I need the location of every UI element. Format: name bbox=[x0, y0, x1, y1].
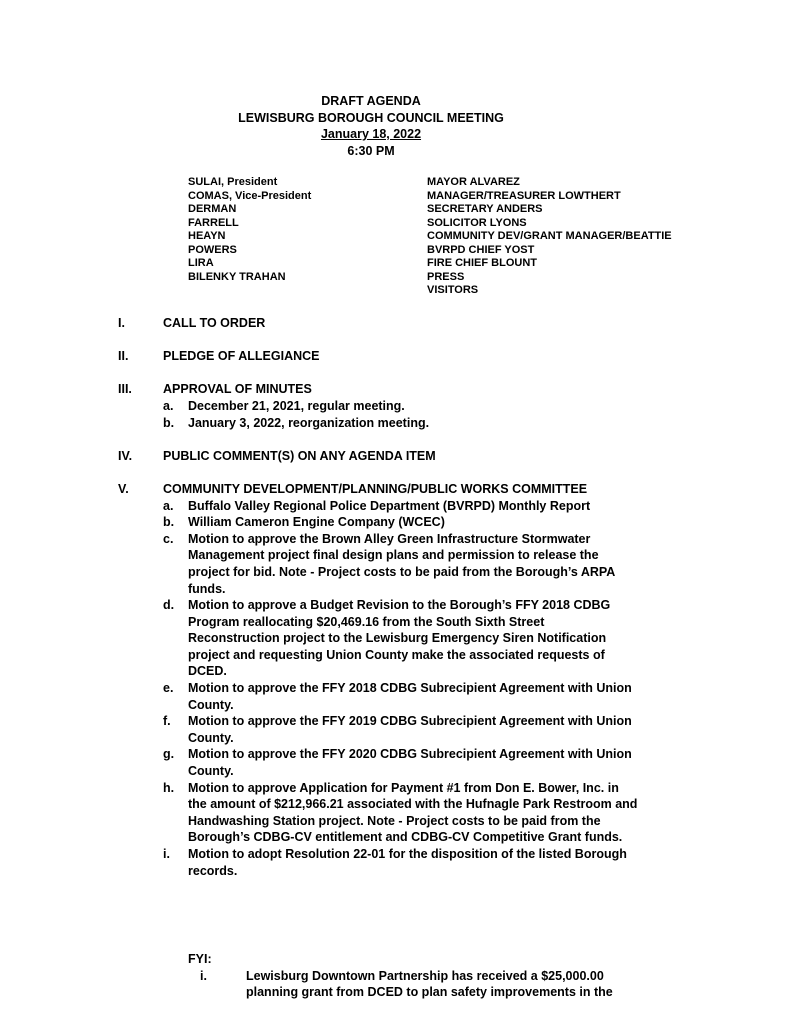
agenda-section bbox=[118, 481, 718, 879]
item-line: project for bid. Note - Project costs to be paid from the Borough’s ARPA bbox=[188, 564, 616, 579]
staff-member: MAYOR ALVAREZ bbox=[427, 176, 520, 188]
staff-member: COMMUNITY DEV/GRANT MANAGER/BEATTIE bbox=[427, 230, 672, 242]
section-number: II. bbox=[118, 349, 129, 364]
agenda-subitem bbox=[163, 780, 718, 846]
agenda-subitem bbox=[163, 514, 718, 531]
agenda-subitem bbox=[200, 968, 613, 1001]
item-letter: f. bbox=[163, 714, 171, 729]
council-member: FARRELL bbox=[188, 216, 239, 229]
staff-member: FIRE CHIEF BLOUNT bbox=[427, 257, 537, 269]
agenda-header bbox=[118, 93, 624, 159]
item-letter: h. bbox=[163, 780, 175, 795]
agenda-subitem bbox=[163, 597, 718, 680]
section-title: PUBLIC COMMENT(S) ON ANY AGENDA ITEM bbox=[163, 448, 436, 463]
section-number: V. bbox=[118, 481, 129, 496]
agenda-section bbox=[118, 348, 718, 365]
fyi-label: FYI: bbox=[188, 952, 212, 966]
item-text bbox=[188, 415, 429, 432]
item-text bbox=[188, 680, 632, 713]
item-line: planning grant from DCED to plan safety improvements in the bbox=[246, 985, 613, 1000]
council-member: BILENKY TRAHAN bbox=[188, 270, 286, 283]
agenda-subitem bbox=[163, 498, 718, 515]
item-letter: g. bbox=[163, 747, 175, 762]
item-line: Motion to approve the Brown Alley Green Infrastructure Stormwater bbox=[188, 531, 591, 546]
item-line: December 21, 2021, regular meeting. bbox=[188, 398, 405, 413]
meeting-date: January 18, 2022 bbox=[320, 127, 422, 141]
item-text bbox=[246, 968, 613, 1001]
agenda-section bbox=[118, 448, 718, 465]
section-title: PLEDGE OF ALLEGIANCE bbox=[163, 349, 320, 364]
section-title: COMMUNITY DEVELOPMENT/PLANNING/PUBLIC WORKS COMMITTEE bbox=[163, 481, 588, 496]
item-line: DCED. bbox=[188, 664, 227, 679]
item-line: the amount of $212,966.21 associated with the Hufnagle Park Restroom and bbox=[188, 797, 638, 812]
item-line: records. bbox=[188, 863, 238, 878]
item-letter: e. bbox=[163, 681, 174, 696]
item-text bbox=[188, 514, 445, 531]
item-line: Motion to approve the FFY 2018 CDBG Subrecipient Agreement with Union bbox=[188, 681, 632, 696]
item-letter: a. bbox=[163, 398, 174, 413]
item-line: County. bbox=[188, 764, 234, 779]
item-letter: d. bbox=[163, 598, 175, 613]
agenda-subitem bbox=[163, 846, 718, 879]
section-heading bbox=[118, 348, 718, 365]
staff-member: SECRETARY ANDERS bbox=[427, 203, 543, 215]
item-text bbox=[188, 746, 632, 779]
staff-member: PRESS bbox=[427, 270, 465, 283]
section-title: CALL TO ORDER bbox=[163, 316, 266, 330]
item-line: County. bbox=[188, 697, 234, 712]
agenda-section bbox=[118, 315, 718, 332]
council-member: SULAI, President bbox=[188, 176, 278, 188]
item-letter: a. bbox=[163, 498, 174, 513]
section-heading bbox=[118, 481, 718, 498]
council-member: LIRA bbox=[188, 257, 214, 269]
item-letter: i. bbox=[200, 968, 207, 983]
staff-list bbox=[427, 176, 672, 298]
item-text bbox=[188, 498, 590, 515]
council-list bbox=[188, 176, 311, 284]
item-line: Buffalo Valley Regional Police Department (BVRPD) Monthly Report bbox=[188, 498, 591, 513]
council-member: COMAS, Vice-President bbox=[188, 189, 312, 202]
item-line: funds. bbox=[188, 581, 226, 596]
section-title: APPROVAL OF MINUTES bbox=[163, 382, 312, 397]
meeting-time: 6:30 PM bbox=[347, 143, 395, 158]
item-line: Handwashing Station project. Note - Project costs to be paid from the bbox=[188, 813, 601, 828]
item-text bbox=[188, 780, 637, 846]
item-line: Program reallocating $20,469.16 from the South Sixth Street bbox=[188, 614, 545, 629]
fyi-section bbox=[188, 951, 613, 1001]
staff-member: VISITORS bbox=[427, 284, 479, 296]
item-line: Management project final design plans and permission to release the bbox=[188, 548, 599, 563]
item-text bbox=[188, 846, 627, 879]
agenda-subitem bbox=[163, 680, 718, 713]
item-letter: c. bbox=[163, 531, 174, 546]
agenda-subitem bbox=[163, 398, 718, 415]
item-text bbox=[188, 713, 632, 746]
doc-subtitle: LEWISBURG BOROUGH COUNCIL MEETING bbox=[238, 110, 504, 125]
doc-title: DRAFT AGENDA bbox=[321, 94, 421, 108]
section-number: IV. bbox=[118, 448, 133, 463]
item-text bbox=[188, 398, 405, 415]
agenda-body bbox=[118, 315, 718, 896]
staff-member: BVRPD CHIEF YOST bbox=[427, 243, 535, 256]
item-line: Motion to approve the FFY 2020 CDBG Subrecipient Agreement with Union bbox=[188, 747, 632, 762]
item-line: January 3, 2022, reorganization meeting. bbox=[188, 415, 430, 430]
item-line: Reconstruction project to the Lewisburg Emergency Siren Notification bbox=[188, 631, 607, 646]
agenda-subitem bbox=[163, 415, 718, 432]
section-number: I. bbox=[118, 316, 125, 330]
item-line: project and requesting Union County make the associated requests of bbox=[188, 647, 605, 662]
item-line: County. bbox=[188, 730, 234, 745]
staff-member: MANAGER/TREASURER LOWTHERT bbox=[427, 189, 621, 202]
section-heading bbox=[118, 448, 718, 465]
item-text bbox=[188, 531, 615, 597]
item-line: Motion to approve Application for Payment #1 from Don E. Bower, Inc. in bbox=[188, 780, 619, 795]
section-number: III. bbox=[118, 382, 132, 397]
section-heading bbox=[118, 381, 718, 398]
item-line: Motion to approve a Budget Revision to the Borough’s FFY 2018 CDBG bbox=[188, 598, 611, 613]
item-line: Lewisburg Downtown Partnership has received a $25,000.00 bbox=[246, 968, 604, 983]
council-member: POWERS bbox=[188, 243, 237, 256]
council-member: HEAYN bbox=[188, 230, 226, 242]
staff-member: SOLICITOR LYONS bbox=[427, 216, 527, 229]
item-letter: b. bbox=[163, 415, 175, 430]
item-letter: i. bbox=[163, 847, 170, 861]
item-text bbox=[188, 597, 610, 680]
item-line: William Cameron Engine Company (WCEC) bbox=[188, 515, 445, 530]
agenda-section bbox=[118, 381, 718, 431]
agenda-subitem bbox=[163, 713, 718, 746]
item-line: Motion to approve the FFY 2019 CDBG Subrecipient Agreement with Union bbox=[188, 714, 632, 729]
section-heading bbox=[118, 315, 718, 332]
item-line: Borough’s CDBG-CV entitlement and CDBG-CV Competitive Grant funds. bbox=[188, 830, 623, 845]
item-letter: b. bbox=[163, 515, 175, 530]
council-member: DERMAN bbox=[188, 203, 237, 215]
agenda-subitem bbox=[163, 746, 718, 779]
item-line: Motion to adopt Resolution 22-01 for the disposition of the listed Borough bbox=[188, 847, 627, 861]
agenda-subitem bbox=[163, 531, 718, 597]
